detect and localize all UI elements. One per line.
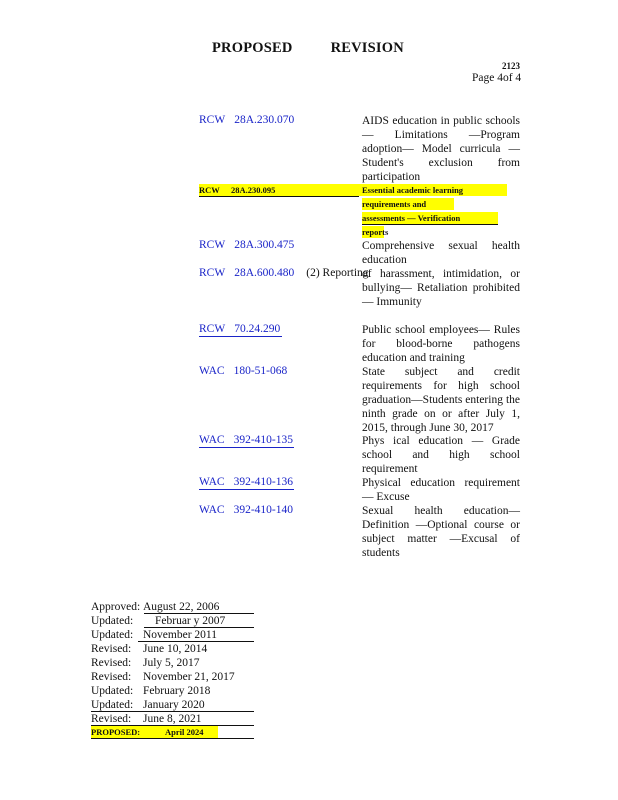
history-row: Updated: January 2020 (91, 699, 205, 711)
reference-link[interactable]: WAC 392-410-140 (199, 504, 293, 516)
link-underline (199, 336, 282, 337)
history-row: Revised: July 5, 2017 (91, 657, 200, 669)
highlighted-line: assessments — Verification (362, 212, 498, 224)
reference-description: Comprehensive sexual health education (362, 240, 520, 266)
proposed-row: PROPOSED: April 2024 (91, 726, 218, 738)
reference-link[interactable]: WAC 392-410-136 (199, 476, 293, 488)
page-indicator: Page 4of 4 (472, 72, 522, 84)
reference-description: Phys ical education — Grade school and high school requirement (362, 435, 520, 475)
reference-link[interactable]: WAC 392-410-135 (199, 434, 293, 446)
document-title (212, 40, 404, 57)
reference-description: Sexual health education— Definition —Optional course or subject matter —Excusal of students (362, 505, 520, 559)
history-row: Updated: February 2018 (91, 685, 211, 697)
underline (362, 224, 498, 225)
title-word-proposed: PROPOSED (212, 40, 293, 56)
underline (199, 196, 359, 197)
history-row: Revised: November 21, 2017 (91, 671, 235, 683)
reference-link[interactable]: RCW 28A.300.475 (199, 239, 295, 251)
reference-description: Public school employees— Rules for blood-borne pathogens education and training (362, 324, 520, 364)
reference-description: AIDS education in public schools— Limitations —Program adoption— Model curricula — Student's exclusion from participation (362, 115, 520, 183)
reference-description: State subject and credit requirements for high school graduation—Students entering the ninth grade on or after July 1, 2015, through June 30, 2017 (362, 366, 520, 434)
history-row: Updated: November 2011 (91, 629, 217, 641)
highlighted-line: requirements and (362, 198, 454, 210)
reference-description: of harassment, intimidation, or bullying— Retaliation prohibited — Immunity (362, 268, 520, 308)
title-word-revision: REVISION (330, 40, 404, 56)
policy-number: 2123 (502, 61, 520, 71)
history-row: Revised: June 10, 2014 (91, 643, 208, 655)
reference-link[interactable]: WAC 180-51-068 (199, 365, 288, 377)
reference-link[interactable]: RCW 28A.600.480 (2) Reporting (199, 267, 369, 279)
link-underline (199, 447, 294, 448)
history-row: Approved: August 22, 2006 (91, 601, 220, 613)
underline (91, 738, 254, 739)
highlighted-reference[interactable]: RCW 28A.230.095 Essential academic learning (199, 184, 507, 196)
reference-link[interactable]: RCW 28A.230.070 (199, 114, 295, 126)
highlighted-line: reports (362, 227, 389, 237)
link-underline (199, 489, 294, 490)
history-row: Updated: Februar y 2007 (91, 615, 226, 627)
history-row: Revised: June 8, 2021 (91, 713, 202, 725)
reference-link[interactable]: RCW 70.24.290 (199, 323, 281, 335)
reference-description: Physical education requirement — Excuse (362, 477, 520, 503)
